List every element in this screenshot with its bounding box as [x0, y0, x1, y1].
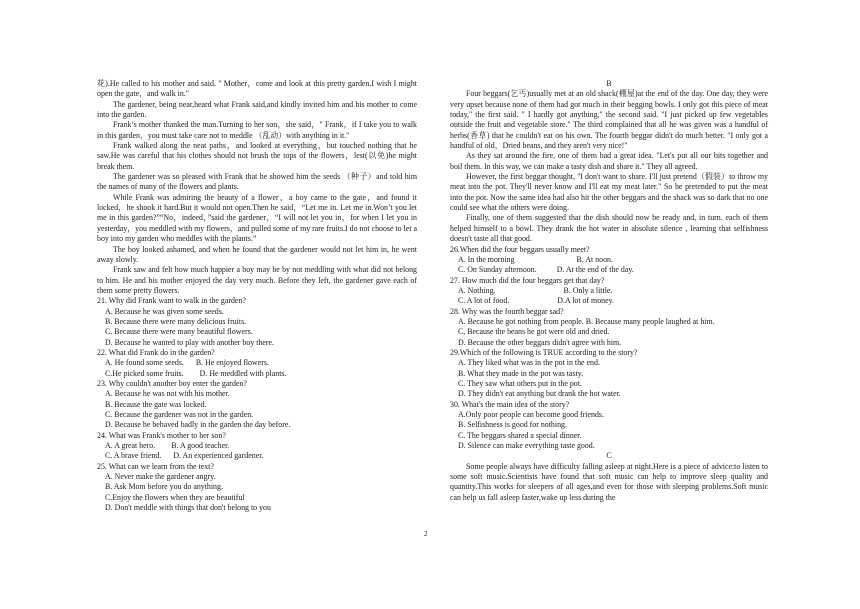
passage-paragraph: Frank saw and felt how much happier a boy may be by not meddling with what did not belong to him. He and his mother enjoyed the day very much. Before they left, the gardener gave each of them some pretty flowers. — [97, 265, 417, 295]
answer-option: B. Selfishness is good for nothing. — [458, 420, 567, 430]
answer-option: D.A lot of money. — [557, 296, 614, 306]
question-stem: 27. How much did the four beggars get that day? — [450, 275, 605, 285]
question-stem: 30. What's the main idea of the story? — [450, 399, 570, 409]
answer-option: C. A lot of food. — [458, 296, 510, 306]
answer-option: C, Because the beans he got were old and dried. — [458, 327, 610, 337]
answer-option: D. Don't meddle with things that don't belong to you — [105, 503, 271, 513]
answer-option: A. He found some seeds. — [105, 358, 184, 368]
answer-option: C. Because there were many beautiful flowers. — [105, 327, 253, 337]
passage-paragraph: As they sat around the fire, one of them had a great idea. "Let's put all our bits together and boil them. In this way, we can make a tasty dish and share it." They all agreed. — [450, 151, 768, 171]
question-stem: 28. Why was the fourth beggar sad? — [450, 306, 564, 316]
question-stem: 21. Why did Frank want to walk in the garden? — [97, 296, 246, 306]
question-stem: 26.When did the four beggars usually meet? — [450, 244, 590, 254]
answer-option: A. In the morning — [458, 254, 515, 264]
answer-option: A. Never make the gardener angry. — [105, 472, 216, 482]
question-stem: 25. What can we learn from the text? — [97, 461, 214, 471]
answer-option-row — [97, 451, 417, 461]
passage-paragraph: The gardener, being near,heard what Frank said,and kindly invited him and his mother to come into the garden. — [97, 99, 417, 120]
answer-option: B. Because there were many delicious fruits. — [105, 316, 247, 326]
answer-option: D. Silence can make everything taste good. — [458, 441, 595, 451]
answer-option-row — [450, 255, 768, 265]
answer-option: B. What they made in the pot was tasty. — [458, 368, 584, 378]
passage-paragraph: Frank’s mother thanked the man.Turning to her son，she said，" Frank，if I take you to walk in this garden，you must take care not to meddle （乱动）with anything in it." — [97, 120, 417, 140]
passage-paragraph: The boy looked ashamed, and when he found that the gardener would not let him in, he went away slowly. — [97, 244, 417, 264]
passage-paragraph: Some people always have difficulty falling asleep at night.Here is a piece of advice:to listen to some soft music.Scientists have found that soft music can help to improve sleep quality and quantity.This works for sleepers of all ages,and even for those with sleeping problems.Soft music can help us fall asleep faster,wake up less during the — [450, 461, 768, 502]
answer-option: B. He enjoyed flowers. — [195, 358, 269, 368]
answer-option: D. Because he behaved badly in the garden the day before. — [105, 420, 291, 430]
page-number: 2 — [424, 530, 428, 538]
answer-option: C.Enjoy the flowers when they are beautiful — [105, 492, 245, 502]
question-stem: 22. What did Frank do in the garden? — [97, 347, 215, 357]
answer-option: D. They didn't eat anything but drank the hot water. — [458, 389, 621, 399]
answer-option: C.He picked some fruits. — [105, 368, 184, 378]
answer-option: C. They saw what others put in the pot. — [458, 378, 582, 388]
answer-option: B. Ask Mom before you do anything. — [105, 482, 223, 492]
left-column — [97, 79, 417, 513]
answer-option-row — [450, 296, 768, 306]
answer-option: A. Because he was given some seeds. — [105, 306, 224, 316]
answer-option: B. Only a little. — [563, 285, 613, 295]
answer-option: C. On Sunday afternoon. — [458, 265, 537, 275]
answer-option: B. Because the gate was locked. — [105, 399, 207, 409]
answer-option: C. The beggars shared a special dinner. — [458, 430, 582, 440]
answer-option-row — [97, 369, 417, 379]
answer-option: C. Because the gardener was not in the garden. — [105, 410, 254, 419]
passage-paragraph: Finally, one of them suggested that the dish should now be ready and, in turn. each of them helped himself to a bowl. They drank the hot water in absolute silence , learning that selfishness doesn't taste all that good. — [450, 213, 768, 244]
passage-paragraph: Frank walked along the neat paths，and looked at everything，but touched nothing that he saw.He was careful that his clothes should not brush the tops of the flowers，lest(以免)he might break them. — [97, 141, 417, 171]
answer-option: D. Because he wanted to play with another boy there. — [105, 337, 274, 347]
passage-paragraph: While Frank was admiring the beauty of a flower，a boy came to the gate，and found it locked，he shook it hard.But it would not open.Then he said，“Let me in. Let me in.Won’t you let me in this garden?”“No，indeed，”said the gardener，“I will not let you in，for when I let you in yesterday，you meddled with my flowers，and pulled some of my rare fruits.I do not choose to let a boy into my garden who meddles with the plants.” — [97, 192, 417, 244]
question-stem: 23. Why couldn't another boy enter the garden? — [97, 378, 247, 388]
section-heading-b: B — [606, 79, 612, 88]
answer-option: C. A brave friend. — [105, 451, 162, 461]
answer-option-row — [450, 265, 768, 275]
answer-option: D. At the end of the day. — [556, 265, 634, 275]
passage-paragraph: 花).He called to his mother and said. " Mother，come and look at this pretty garden.I wish I might open the gate，and walk in." — [97, 79, 417, 99]
passage-paragraph: However, the first beggar thought, "I don't want to share. I'll just pretend（假装）to throw my meat into the pot. They'll never know and I'll eat my meat later." So he pretended to put the meat into the pot. Now the same idea had also hit the other beggars and the shack was so dark that no one could see what the others were doing. — [450, 172, 768, 213]
answer-option: A. Because he was not with his mother. — [105, 389, 230, 399]
answer-option-row — [450, 286, 768, 296]
section-heading-c: C — [606, 451, 612, 461]
right-column — [450, 79, 768, 503]
passage-paragraph: The gardener was so pleased with Frank that he showed him the seeds （种子）and told him the names of many of the flowers and plants. — [97, 172, 417, 192]
answer-option: A. They liked what was in the pot in the end. — [458, 358, 600, 368]
answer-option-row — [97, 441, 417, 451]
answer-option: B. A good teacher. — [171, 441, 230, 451]
answer-option: A. A great hero. — [105, 441, 156, 451]
question-stem: 29.Which of the following is TRUE according to the story? — [450, 347, 638, 357]
answer-option: A. Because he got nothing from people. B. Because many people laughed at him. — [458, 316, 715, 326]
answer-option: A. Nothing. — [458, 285, 496, 295]
answer-option-row — [97, 358, 417, 368]
answer-option: B. At noon. — [576, 254, 613, 264]
answer-option: D. Because the other beggars didn't agree with him. — [458, 337, 622, 347]
answer-option: D. An experienced gardener. — [173, 451, 264, 461]
answer-option: A.Only poor people can become good friends. — [458, 410, 604, 419]
passage-paragraph: Four beggars(乞丐)usually met at an old shack(棚屋)at the end of the day. One day, they were very upset because none of them had got much in their begging bowls. I only got this piece of meat today," the first said. " I hardly got anything," the second said. "I just picked up few vegetables outside the fruit and vegetable store." The third complained that all he was given was a handful of herbs(香草) that he couldn't eat on his own. The fourth beggar didn't do much better. "I only got a handful of old，Dried beans, and they aren't very nice!" — [450, 89, 768, 151]
question-stem: 24. What was Frank's mother to her son? — [97, 430, 226, 440]
answer-option: D. He meddled with plants. — [199, 368, 287, 378]
